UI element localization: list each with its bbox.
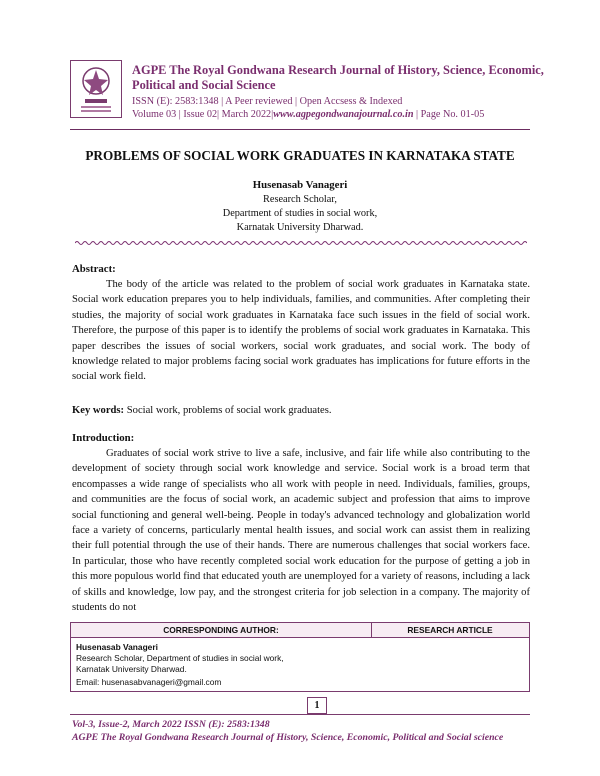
corresponding-author-box: [70, 622, 530, 692]
wavy-divider: [75, 240, 527, 246]
keywords-label: Key words:: [72, 405, 125, 416]
journal-emblem-icon: [71, 61, 121, 117]
corresponding-author-label: CORRESPONDING AUTHOR:: [163, 625, 279, 635]
corresponding-affiliation-1: Research Scholar, Department of studies in social work,: [76, 653, 284, 663]
author-university: Karnatak University Dharwad.: [236, 222, 364, 233]
corresponding-affiliation-2: Karnatak University Dharwad.: [76, 664, 187, 674]
journal-title: AGPE The Royal Gondwana Research Journal of History, Science, Economic, Political and Social Science: [132, 63, 544, 92]
header-divider: [70, 129, 530, 130]
author-role: Research Scholar,: [263, 194, 337, 205]
journal-pages: | Page No. 01-05: [416, 109, 485, 120]
author-name: Husenasab Vanageri: [252, 179, 348, 191]
article-type-label: RESEARCH ARTICLE: [407, 625, 493, 635]
journal-website-link[interactable]: www.agpegondwanajournal.co.in: [273, 109, 414, 120]
page-number: 1: [307, 697, 327, 714]
corresponding-email[interactable]: Email: husenasabvanageri@gmail.com: [76, 677, 222, 687]
journal-volume: Volume 03 | Issue 02| March 2022|: [132, 109, 274, 120]
author-department: Department of studies in social work,: [222, 208, 378, 219]
abstract-heading: Abstract:: [72, 263, 116, 275]
footer-issue-line: Vol-3, Issue-2, March 2022 ISSN (E): 2583:1348: [72, 719, 270, 730]
introduction-heading: Introduction:: [72, 432, 135, 444]
journal-issn-line: ISSN (E): 2583:1348 | A Peer reviewed | Open Accsess & Indexed: [132, 96, 403, 107]
footer-divider: [70, 714, 530, 715]
introduction-text: Graduates of social work strive to live a safe, inclusive, and fair life while also contributing to the development of society through social work knowledge and service. Social work is a broad term that encompasses a wide range of specialists who all work with people in need. Individuals, families, groups, and communities are the focus of social work, an academic subject and profession that aims to improve social functioning and general well-being. People in today's advanced technology and globalization world face a variety of concerns, particularly mental health issues, and social work can assist them in realizing their full potential through the use of their hands. There are numerous challenges that social workers face. In particular, those who have recently completed social work education for the purpose of getting a job in this more populous world find that educated youth are unemployed for a variety of reasons, including a lack of skills and knowledge, low pay, and the strongest criteria for job selection in a company. The majority of students do not: [72, 448, 530, 614]
paper-title: PROBLEMS OF SOCIAL WORK GRADUATES IN KARNATAKA STATE: [85, 148, 515, 163]
keywords-text: Social work, problems of social work graduates.: [126, 405, 332, 416]
corresponding-box-header: [71, 623, 529, 638]
keywords: [72, 403, 530, 418]
journal-logo: [70, 60, 122, 118]
footer-journal-line: AGPE The Royal Gondwana Research Journal of History, Science, Economic, Political and Social science: [72, 732, 504, 743]
journal-volume-line: [132, 108, 552, 121]
abstract-text: The body of the article was related to the problem of social work graduates in Karnataka state. Social work education prepares you to help individuals, families, and communities. After completing their studies, the majority of social work graduates in Karnataka face such issues in the field of social work. Therefore, the purpose of this paper is to identify the problems of social work graduates in Karnataka. This paper describes the issues of social workers, social work graduates, and social work. The body of knowledge related to major problems facing social work graduates has implications for future efforts in the social work field.: [72, 279, 530, 383]
corresponding-name: Husenasab Vanageri: [76, 642, 158, 652]
